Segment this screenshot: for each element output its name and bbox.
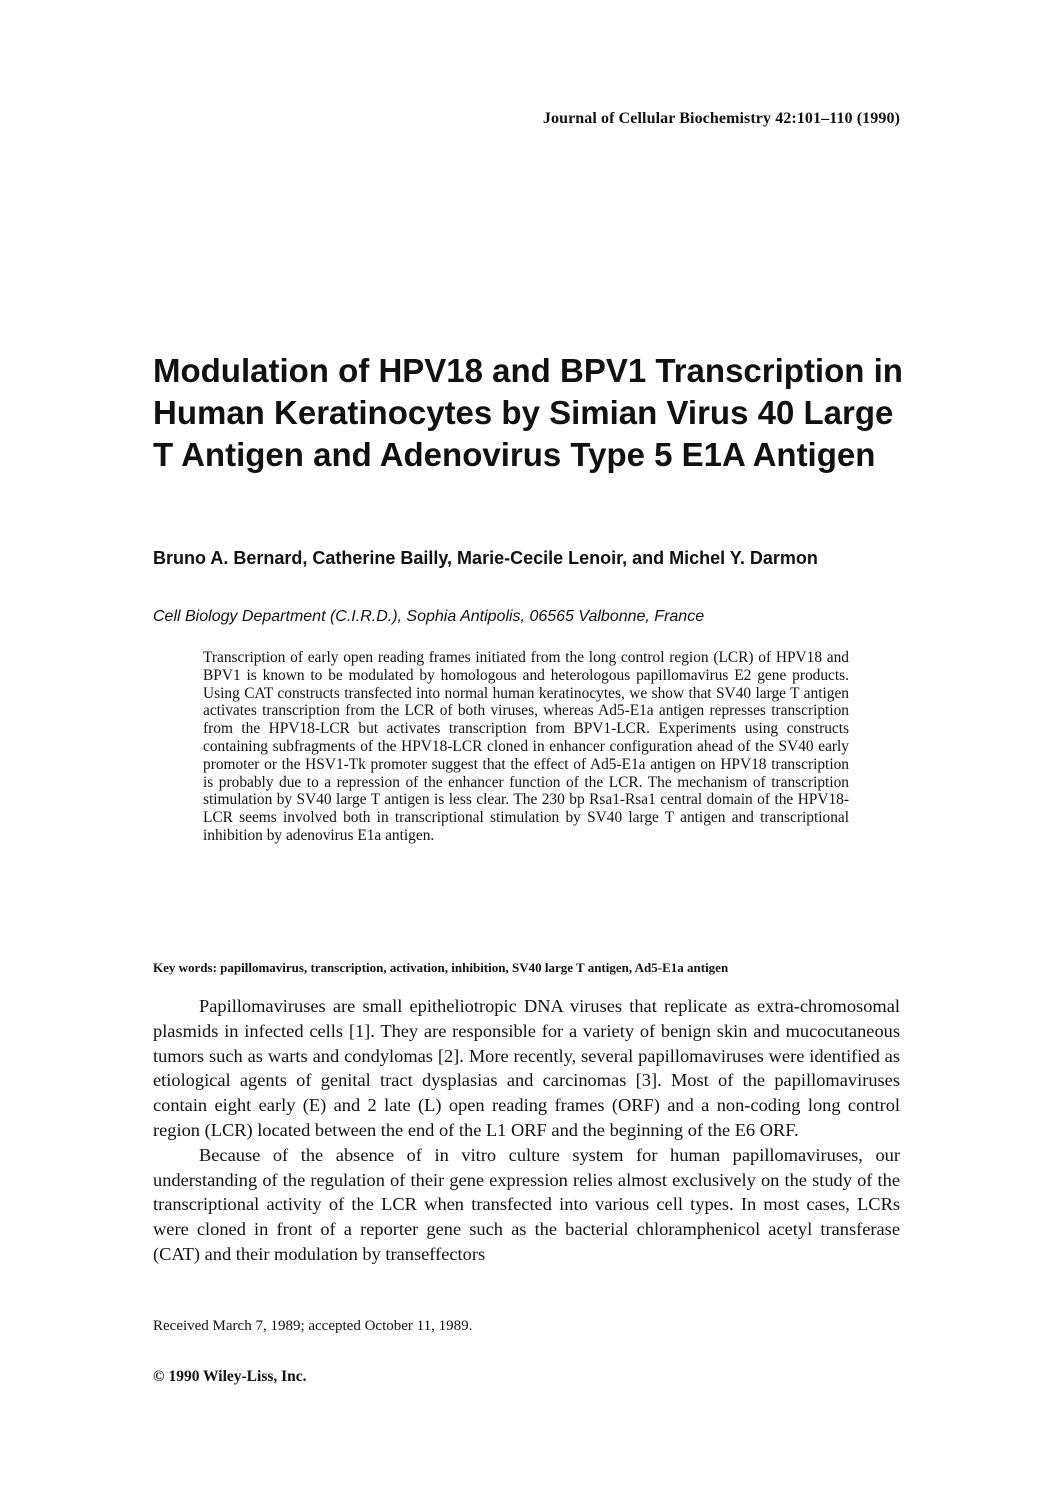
- received-date: Received March 7, 1989; accepted October 11, 1989.: [153, 1318, 473, 1334]
- keywords: Key words: papillomavirus, transcription, activation, inhibition, SV40 large T antigen, Ad5-E1a antigen: [153, 960, 729, 975]
- copyright: © 1990 Wiley-Liss, Inc.: [153, 1368, 307, 1385]
- article-title: Modulation of HPV18 and BPV1 Transcription in Human Keratinocytes by Simian Virus 40 Large T Antigen and Adenovirus Type 5 E1A Antigen: [153, 352, 903, 473]
- abstract: Transcription of early open reading frames initiated from the long control region (LCR) of HPV18 and BPV1 is known to be modulated by homologous and heterologous papillomavirus E2 gene products. Using CAT constructs transfected into normal human keratinocytes, we show that SV40 large T antigen activates transcription from the LCR of both viruses, whereas Ad5-E1a antigen represses transcription from the HPV18-LCR but activates transcription from BPV1-LCR. Experiments using constructs containing subfragments of the HPV18-LCR cloned in enhancer configuration ahead of the SV40 early promoter or the HSV1-Tk promoter suggest that the effect of Ad5-E1a antigen on HPV18 transcription is probably due to a repression of the enhancer function of the LCR. The mechanism of transcription stimulation by SV40 large T antigen is less clear. The 230 bp Rsa1-Rsa1 central domain of the HPV18-LCR seems involved both in transcriptional stimulation by SV40 large T antigen and transcriptional inhibition by adenovirus E1a antigen.: [203, 649, 849, 844]
- body-paragraph: Because of the absence of in vitro culture system for human papillomaviruses, our understanding of the regulation of their gene expression relies almost exclusively on the study of the transcriptional activity of the LCR when transfected into various cell types. In most cases, LCRs were cloned in front of a reporter gene such as the bacterial chloramphenicol acetyl transferase (CAT) and their modulation by transeffectors: [153, 1144, 900, 1264]
- journal-citation: Journal of Cellular Biochemistry 42:101–110 (1990): [542, 110, 900, 127]
- body-paragraph: Papillomaviruses are small epitheliotropic DNA viruses that replicate as extra-chromosomal plasmids in infected cells [1]. They are responsible for a variety of benign skin and mucocutaneous tumors such as warts and condylomas [2]. More recently, several papillomaviruses were identified as etiological agents of genital tract dysplasias and carcinomas [3]. Most of the papillomaviruses contain eight early (E) and 2 late (L) open reading frames (ORF) and a non-coding long control region (LCR) located between the end of the L1 ORF and the beginning of the E6 ORF.: [153, 996, 900, 1140]
- body-text: [153, 994, 900, 1267]
- authors: Bruno A. Bernard, Catherine Bailly, Marie-Cecile Lenoir, and Michel Y. Darmon: [153, 548, 818, 568]
- affiliation: Cell Biology Department (C.I.R.D.), Sophia Antipolis, 06565 Valbonne, France: [153, 608, 705, 625]
